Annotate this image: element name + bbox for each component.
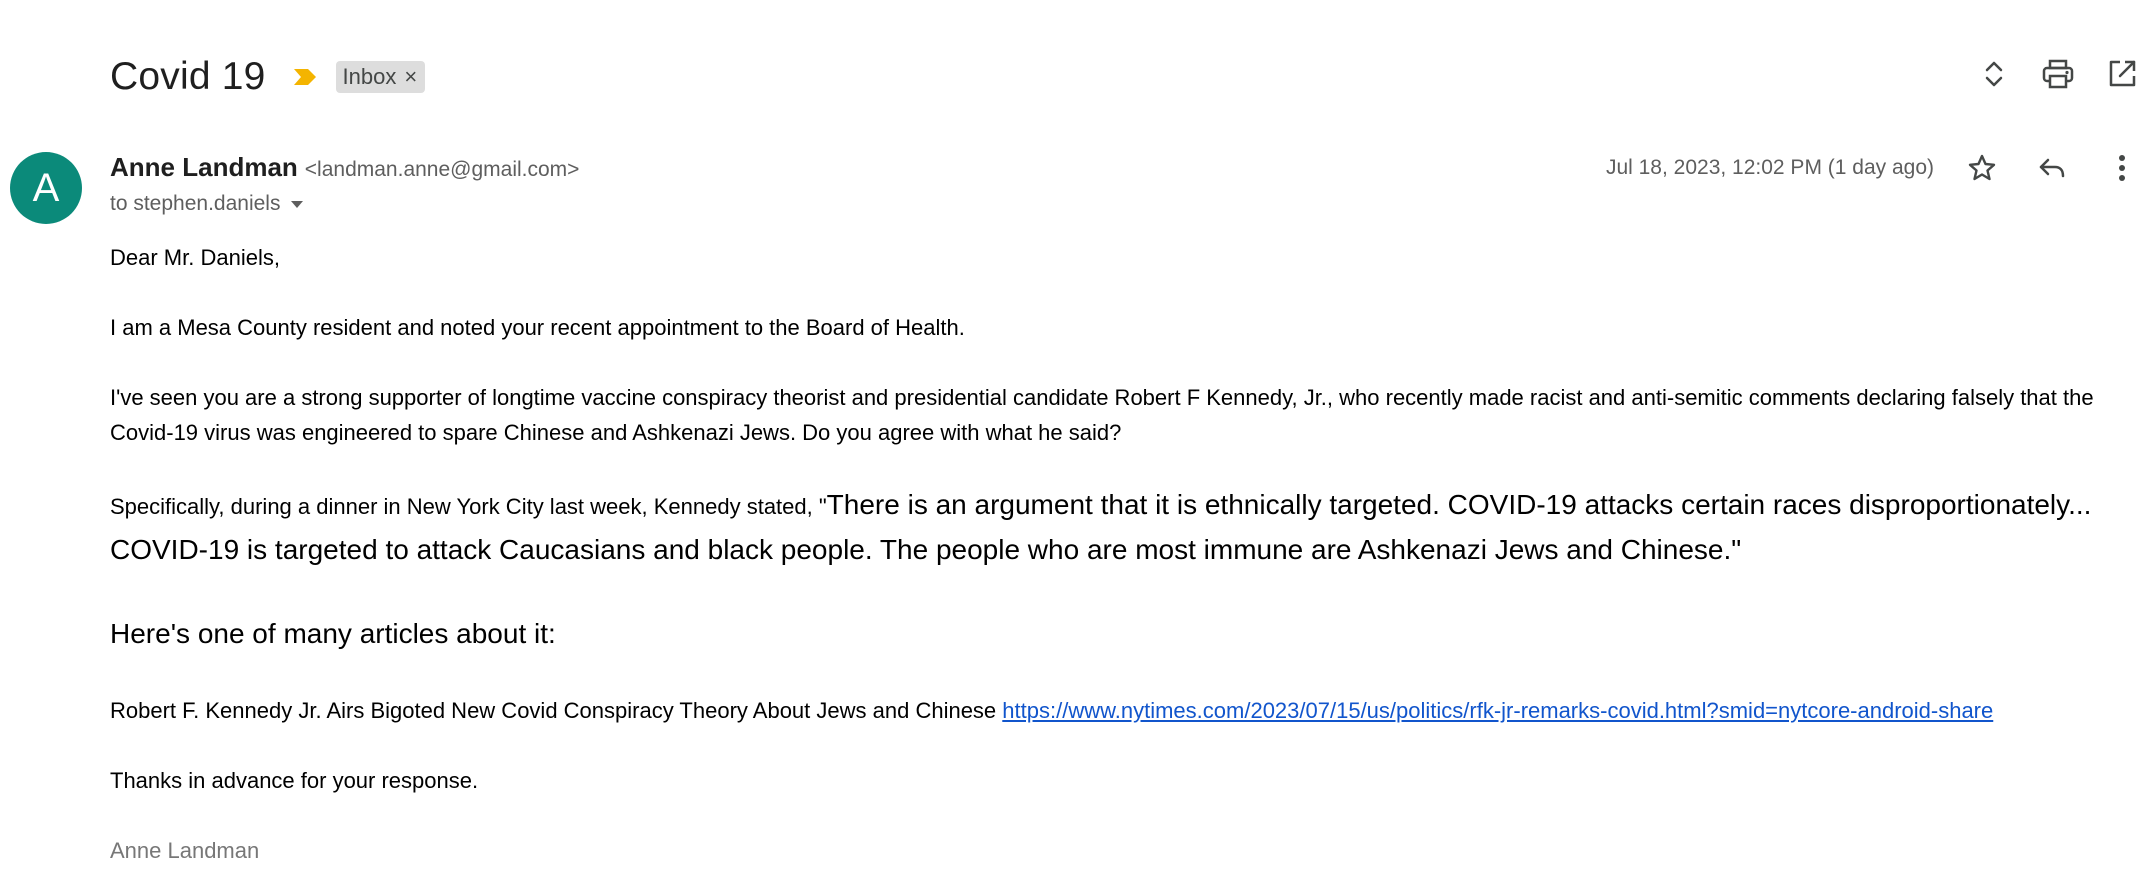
body-signature: Anne Landman — [110, 838, 260, 863]
message-date: Jul 18, 2023, 12:02 PM (1 day ago) — [1605, 156, 1934, 179]
importance-marker-icon[interactable] — [292, 67, 318, 87]
body-article-reference — [110, 693, 1993, 728]
subject-row — [110, 50, 425, 104]
label-chip-inbox — [336, 61, 426, 93]
message-meta — [1606, 150, 2140, 186]
sender-name[interactable]: Anne Landman — [110, 152, 298, 182]
body-greeting: Dear Mr. Daniels, — [110, 245, 280, 270]
show-details-caret-icon[interactable] — [290, 199, 304, 209]
quote-lead-in: Specifically, during a dinner in New York City last week, Kennedy stated, " — [110, 494, 827, 519]
open-in-new-window-icon[interactable] — [2104, 56, 2140, 92]
expand-collapse-icon[interactable] — [1976, 56, 2012, 92]
recipient-summary: to stephen.daniels — [110, 192, 281, 215]
body-articles-heading: Here's one of many articles about it: — [110, 618, 556, 649]
quoted-statement: There is an argument that it is ethnically targeted. COVID-19 attacks certain races disproportionately... COVID-19 is targeted to attack Caucasians and black people. The people who are most immune are Ashkenazi Jews and Chinese." — [110, 489, 2092, 565]
more-vert-icon[interactable] — [2104, 150, 2140, 186]
sender-avatar[interactable]: A — [10, 152, 82, 224]
body-paragraph-quote — [110, 483, 2140, 573]
message-actions — [1964, 150, 2140, 186]
email-subject: Covid 19 — [110, 55, 266, 98]
body-paragraph-question: I've seen you are a strong supporter of longtime vaccine conspiracy theorist and presidential candidate Robert F Kennedy, Jr., who recently made racist and anti-semitic comments declaring falsely that the Covid-19 virus was engineered to spare Chinese and Ashkenazi Jews. Do you agree with what he said? — [110, 385, 2094, 445]
sender-row — [110, 152, 579, 183]
reply-icon[interactable] — [2034, 150, 2070, 186]
recipients-row[interactable] — [110, 192, 304, 216]
article-title: Robert F. Kennedy Jr. Airs Bigoted New Covid Conspiracy Theory About Jews and Chinese — [110, 698, 1003, 723]
remove-label-icon[interactable]: × — [404, 64, 418, 89]
article-link[interactable]: https://www.nytimes.com/2023/07/15/us/politics/rfk-jr-remarks-covid.html?smid=nytcore-android-share — [1002, 698, 1994, 723]
body-closing: Thanks in advance for your response. — [110, 768, 479, 793]
sender-email: <landman.anne@gmail.com> — [304, 158, 580, 181]
body-paragraph-intro: I am a Mesa County resident and noted your recent appointment to the Board of Health. — [110, 315, 965, 340]
print-icon[interactable] — [2040, 56, 2076, 92]
star-icon[interactable] — [1964, 150, 2000, 186]
thread-toolbar — [1976, 56, 2140, 92]
label-chip-text: Inbox — [342, 64, 397, 89]
